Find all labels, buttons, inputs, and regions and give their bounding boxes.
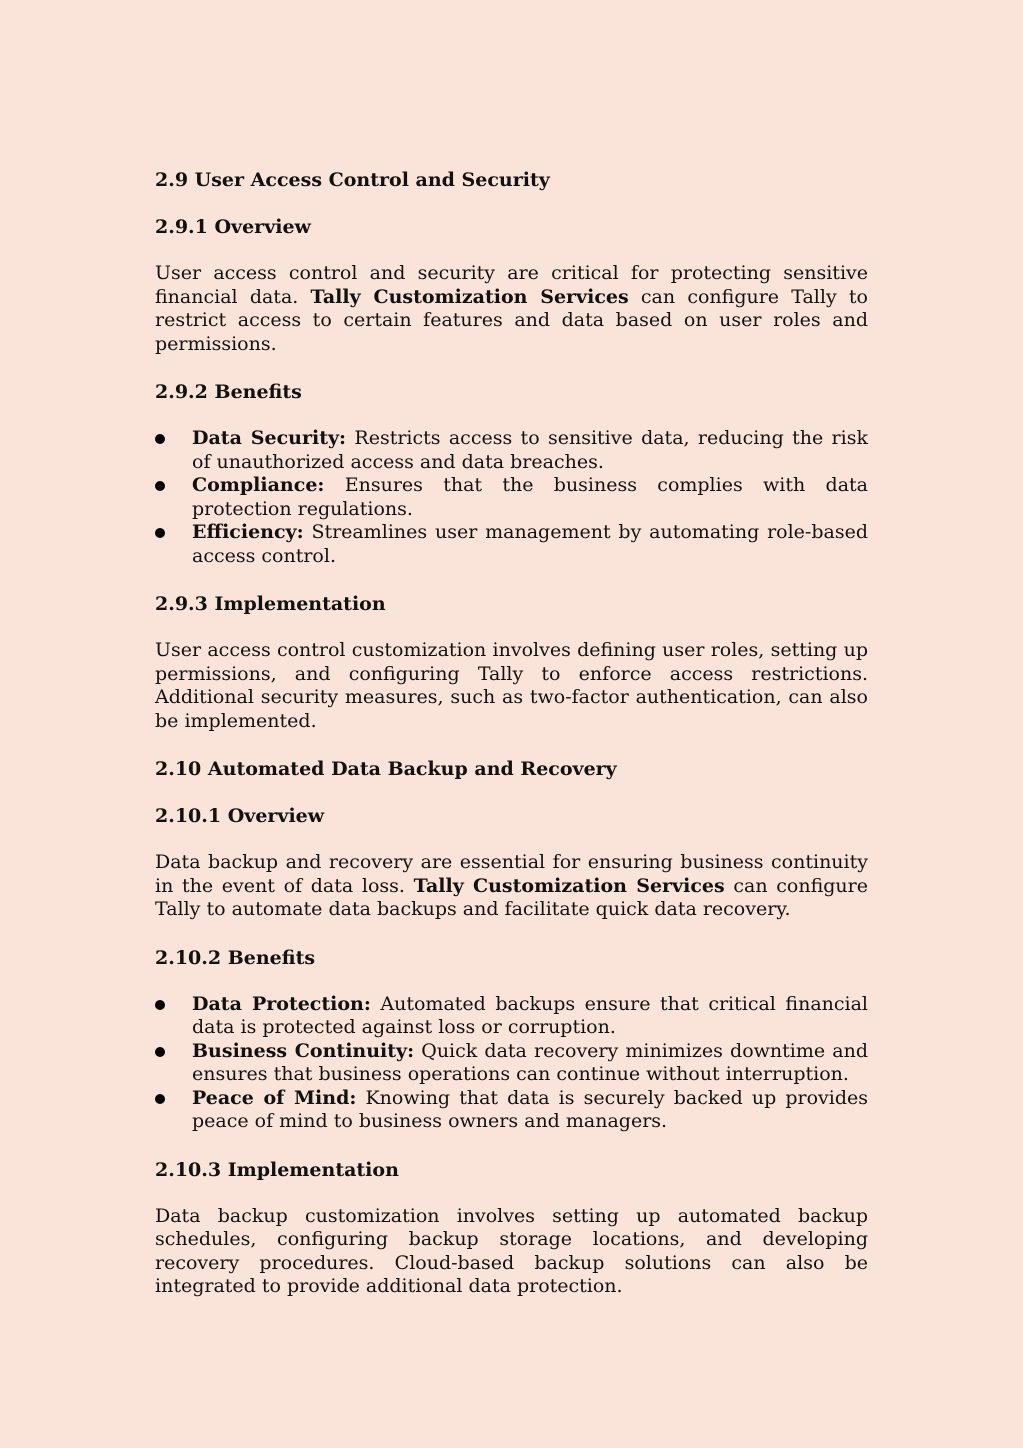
benefit-text: Streamlines user management by automating role-based access control. <box>192 521 868 567</box>
section-title-2-10: 2.10 Automated Data Backup and Recovery <box>155 758 617 780</box>
heading-2-10-3-implementation: 2.10.3 Implementation <box>155 1158 399 1181</box>
heading-2-9-3-implementation: 2.9.3 Implementation <box>155 593 386 615</box>
bullet-icon <box>155 481 165 491</box>
section-title-2-9: 2.9 User Access Control and Security <box>155 169 550 191</box>
bold-term: Tally Customization Services <box>310 285 629 308</box>
bullet-icon <box>155 1094 165 1104</box>
benefit-text: Quick data recovery minimizes downtime and ensures that business operations can continue without interruption. <box>192 1039 868 1085</box>
benefit-text: Restricts access to sensitive data, reducing the risk of unauthorized access and data breaches. <box>192 427 868 473</box>
benefit-term: Efficiency: <box>192 521 304 543</box>
benefit-term: Compliance: <box>192 474 325 496</box>
bold-term: Tally Customization Services <box>413 874 725 897</box>
paragraph-2-9-3: User access control customization involves defining user roles, setting up permissions, and configuring Tally to enforce access restrictions. Additional security measures, such as two-factor authentication, can also be implemented. <box>155 639 868 732</box>
bullet-icon <box>155 434 165 444</box>
heading-2-9-2-benefits: 2.9.2 Benefits <box>155 381 302 403</box>
benefit-text: Ensures that the business complies with data protection regulations. <box>192 474 868 520</box>
bullet-icon <box>155 1047 165 1057</box>
paragraph-2-10-3: Data backup customization involves setting up automated backup schedules, configuring backup storage locations, and developing recovery procedures. Cloud-based backup solutions can also be integrated to provide additional data protection. <box>155 1204 868 1297</box>
list-item <box>155 521 868 568</box>
benefit-term: Peace of Mind: <box>192 1086 357 1109</box>
list-item <box>155 993 868 1040</box>
benefits-list-2-9 <box>155 427 868 568</box>
paragraph-text: can configure Tally to restrict access to certain features and data based on user roles and permissions. <box>155 285 868 355</box>
benefits-list-2-10 <box>155 993 868 1134</box>
benefit-text: Automated backups ensure that critical financial data is protected against loss or corruption. <box>192 992 869 1038</box>
benefit-term: Data Security: <box>192 427 347 449</box>
benefit-text: Knowing that data is securely backed up provides peace of mind to business owners and managers. <box>192 1086 868 1132</box>
list-item <box>155 1040 868 1087</box>
paragraph-text: can configure Tally to automate data backups and facilitate quick data recovery. <box>155 874 868 920</box>
paragraph-text: User access control and security are critical for protecting sensitive financial data. <box>155 262 868 308</box>
benefit-term: Data Protection: <box>192 992 371 1015</box>
heading-2-9-1-overview: 2.9.1 Overview <box>155 216 311 238</box>
paragraph-text: Data backup and recovery are essential for ensuring business continuity in the event of data loss. <box>155 851 868 897</box>
bullet-icon <box>155 1000 165 1010</box>
heading-2-10-1-overview: 2.10.1 Overview <box>155 805 325 827</box>
bullet-icon <box>155 528 165 538</box>
paragraph-2-10-1 <box>155 851 868 922</box>
benefit-term: Business Continuity: <box>192 1039 415 1062</box>
heading-2-10-2-benefits: 2.10.2 Benefits <box>155 946 316 969</box>
list-item <box>155 1087 868 1134</box>
paragraph-2-9-1 <box>155 262 868 356</box>
list-item <box>155 474 868 521</box>
list-item <box>155 427 868 474</box>
